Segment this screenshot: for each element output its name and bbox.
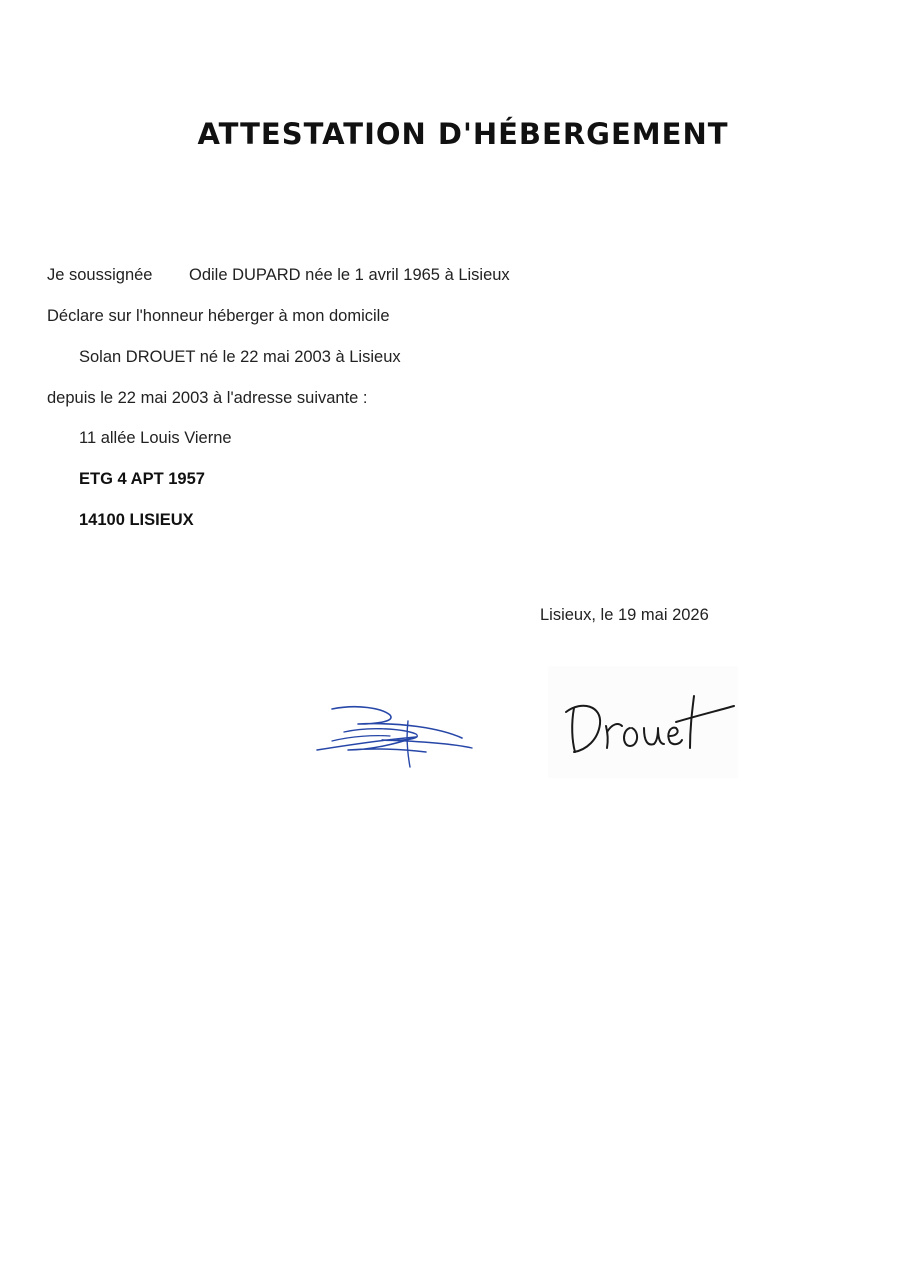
guest-signature — [548, 666, 738, 778]
declarant-details: Odile DUPARD née le 1 avril 1965 à Lisieux — [189, 266, 510, 284]
host-signature — [312, 700, 482, 772]
declarant-label: Je soussignée — [47, 266, 153, 284]
since-text: depuis le 22 mai 2003 à l'adresse suivante : — [47, 389, 368, 407]
address-line-3: 14100 LISIEUX — [79, 511, 194, 529]
document-title: ATTESTATION D'HÉBERGEMENT — [197, 117, 729, 151]
declaration-text: Déclare sur l'honneur héberger à mon domicile — [47, 307, 390, 325]
place-date: Lisieux, le 19 mai 2026 — [540, 606, 709, 624]
hosted-person: Solan DROUET né le 22 mai 2003 à Lisieux — [79, 348, 401, 366]
address-line-1: 11 allée Louis Vierne — [79, 429, 232, 447]
address-line-2: ETG 4 APT 1957 — [79, 470, 205, 488]
